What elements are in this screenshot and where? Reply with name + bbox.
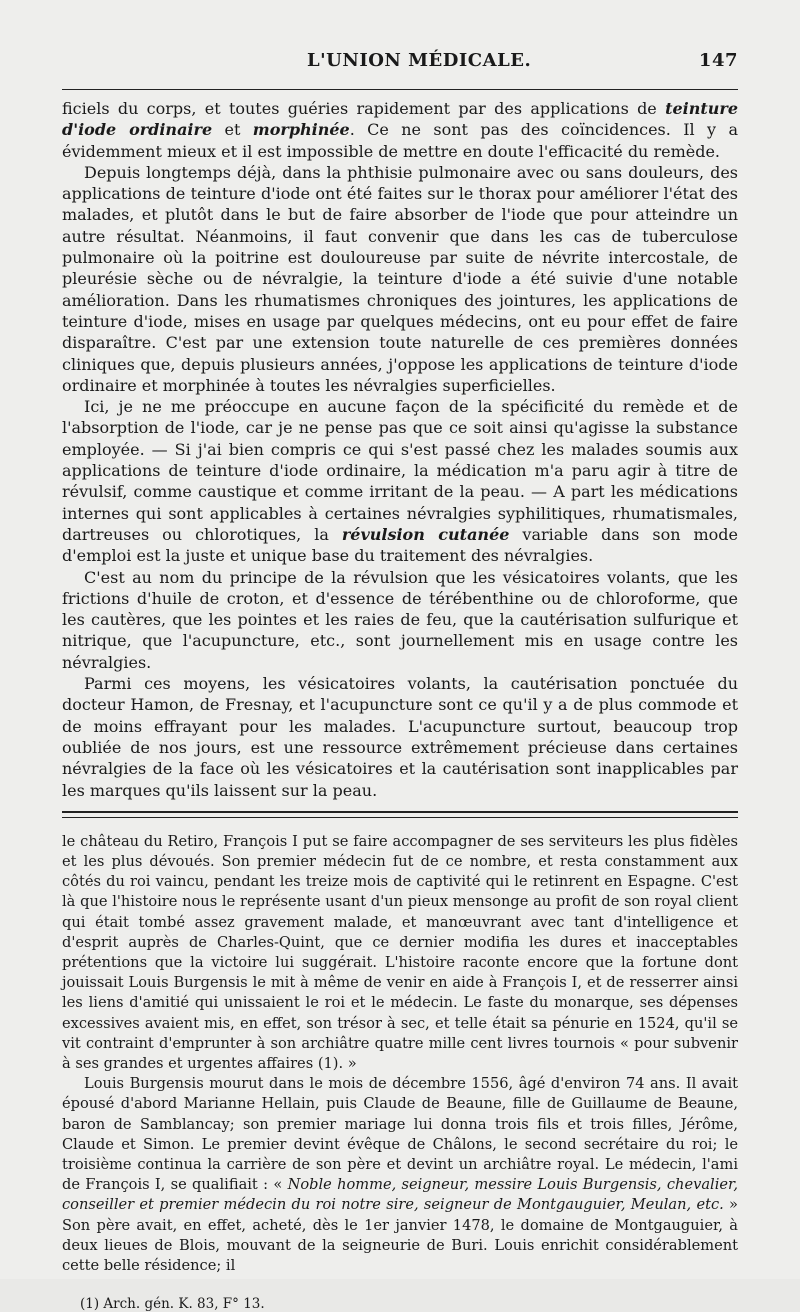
feuilleton-separator xyxy=(62,811,738,818)
footnote: (1) Arch. gén. K. 83, F° 13. xyxy=(80,1296,265,1312)
paragraph-1: ficiels du corps, et toutes guéries rapidement par des applications de teinture d'iode ordinaire et morphinée. Ce ne sont pas des coïncidences. Il y a évidemment mieux et il est impossible de mettre en doute l'efficacité du remède. xyxy=(62,99,739,161)
feuilleton-text xyxy=(62,832,738,1276)
feuilleton-paragraph-1: le château du Retiro, François I put se faire accompagner de ses serviteurs les plus fidèles et les plus dévoués. Son premier médecin fut de ce nombre, et resta constamment aux côtés du roi vaincu, pendant les treize mois de captivité qui le retinrent en Espagne. C'est là que l'histoire nous le représente usant d'un pieux mensonge au profit de son royal client qui était tombé assez gravement malade, et manœuvrant avec tant d'intelligence et d'esprit auprès de Charles-Quint, que ce dernier modifia les dures et inacceptables prétentions que la victoire lui suggérait. L'histoire raconte encore que la fortune dont jouissait Louis Burgensis le mit à même de venir en aide à François I, et de resserrer ainsi les liens d'amitié qui unissaient le roi et le médecin. Le faste du monarque, ses dépenses excessives avaient mis, en effet, son trésor à sec, et telle était sa pénurie en 1524, qu'il se vit contraint d'emprunter à son archiâtre quatre mille cent livres tournois « pour subvenir à ses grandes et urgentes affaires (1). » xyxy=(62,832,738,1073)
header-rule xyxy=(62,89,738,90)
paragraph-2: Depuis longtemps déjà, dans la phthisie pulmonaire avec ou sans douleurs, des applications de teinture d'iode ont été faites sur le thorax pour améliorer l'état des malades, et plutôt dans le but de faire absorber de l'iode que pour atteindre un autre résultat. Néanmoins, il faut convenir que dans les cas de tuberculose pulmonaire où la poitrine est douloureuse par suite de névrite intercostale, de pleurésie sèche ou de névralgie, la teinture d'iode a été suivie d'une notable amélioration. Dans les rhumatismes chroniques des jointures, les applications de teinture d'iode, mises en usage par quelques médecins, ont eu pour effet de faire disparaître. C'est par une extension toute naturelle de ces premières données cliniques que, depuis plusieurs années, j'oppose les applications de teinture d'iode ordinaire et morphinée à toutes les névralgies superficielles. xyxy=(62,162,738,395)
paragraph-4: C'est au nom du principe de la révulsion que les vésicatoires volants, que les frictions d'huile de croton, et d'essence de térébenthine ou de chloroforme, que les cautères, que les pointes et les raies de feu, que la cautérisation sulfurique et nitrique, que l'acupuncture, etc., sont journellement mis en usage contre les névralgies. xyxy=(62,567,738,672)
paragraph-3: Ici, je ne me préoccupe en aucune façon de la spécificité du remède et de l'absorption de l'iode, car je ne pense pas que ce soit ainsi qu'agisse la substance employée. — Si j'ai bien compris ce qui s'est passé chez les malades soumis aux applications de teinture d'iode ordinaire, la médication m'a paru agir à titre de révulsif, comme caustique et comme irritant de la peau. — A part les médications internes qui sont applicables à certaines névralgies syphilitiques, rhumatismales, dartreuses ou chlorotiques, la révulsion cutanée variable dans son mode d'emploi est la juste et unique base du traitement des névralgies. xyxy=(62,397,738,566)
page-number: 147 xyxy=(698,50,738,71)
emphasis-revulsion: révulsion cutanée xyxy=(341,524,510,544)
main-text xyxy=(62,98,738,801)
feuilleton-paragraph-2: Louis Burgensis mourut dans le mois de décembre 1556, âgé d'environ 74 ans. Il avait épousé d'abord Marianne Hellain, puis Claude de Beaune, fille de Guillaume de Beaune, baron de Samblancay; son premier mariage lui donna trois fils et trois filles, Jérôme, Claude et Simon. Le premier devint évêque de Châlons, le second secrétaire du roi; le troisième continua la carrière de son père et devint un archiâtre royal. Le médecin, l'ami de François I, se qualifiait : « Noble homme, seigneur, messire Louis Burgensis, chevalier, conseiller et premier médecin du roi notre sire, seigneur de Montgauguier, Meulan, etc. » Son père avait, en effet, acheté, dès le 1er janvier 1478, le domaine de Montgauguier, à deux lieues de Blois, mouvant de la seigneurie de Buri. Louis enrichit considérablement cette belle résidence; il xyxy=(62,1075,739,1275)
emphasis-morphinee: morphinée xyxy=(252,120,350,140)
emphasis-title-quote: Noble homme, seigneur, messire Louis Burgensis, chevalier, conseiller et premier médecin du roi notre sire, seigneur de Montgauguier, Meulan, etc. xyxy=(62,1176,739,1214)
emphasis-tincture: teinture d'iode ordinaire xyxy=(62,99,738,140)
running-header xyxy=(307,50,738,71)
journal-title: L'UNION MÉDICALE. xyxy=(307,50,532,71)
paragraph-5: Parmi ces moyens, les vésicatoires volants, la cautérisation ponctuée du docteur Hamon, de Fresnay, et l'acupuncture sont ce qu'il y a de plus commode et de moins effrayant pour les malades. L'acupuncture surtout, beaucoup trop oubliée de nos jours, est une ressource extrêmement précieuse dans certaines névralgies de la face où les vésicatoires et la cautérisation sont inapplicables par les marques qu'ils laissent sur la peau. xyxy=(62,674,738,800)
